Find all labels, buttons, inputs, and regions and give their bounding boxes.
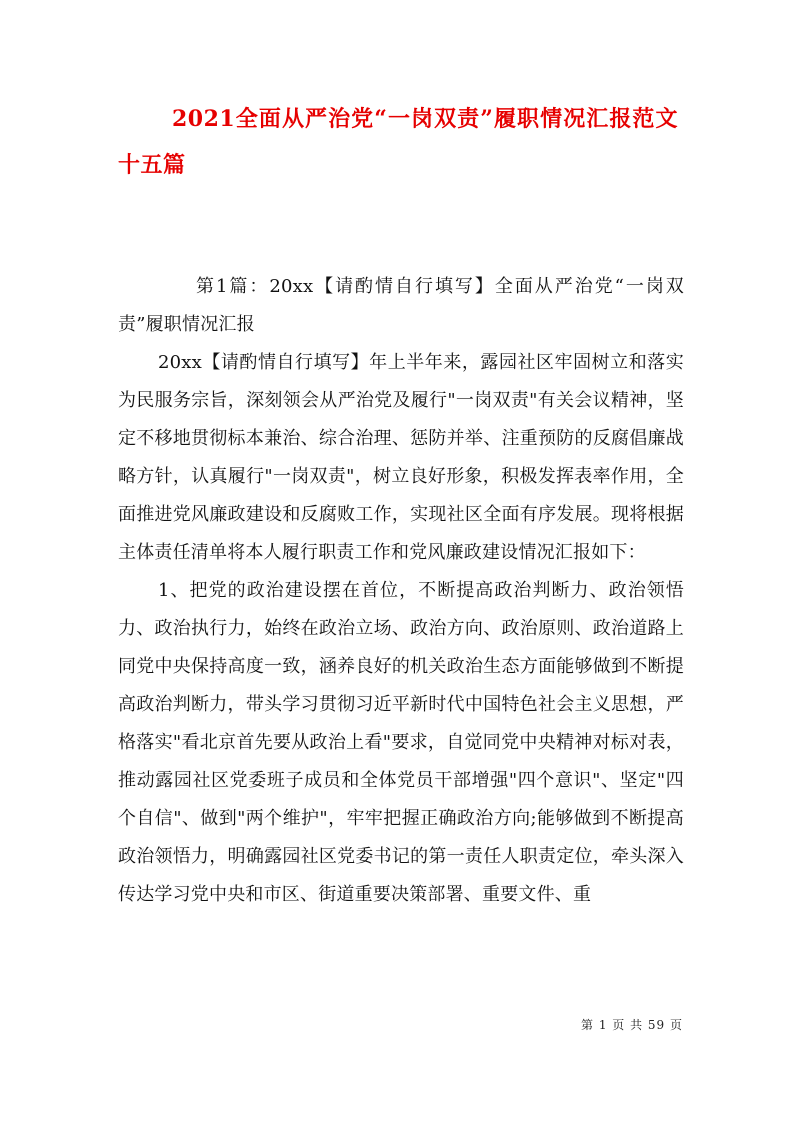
body-paragraph-point-1: 1、把党的政治建设摆在首位，不断提高政治判断力、政治领悟力、政治执行力，始终在政治立场、政治方向、政治原则、政治道路上同党中央保持高度一致，涵养良好的机关政治生态方面能够做到不断提高政治判断力，带头学习贯彻习近平新时代中国特色社会主义思想，严格落实"看北京首先要从政治上看"要求，自觉同党中央精神对标对表，推动露园社区党委班子成员和全体党员干部增强"四个意识"、坚定"四个自信"、做到"两个维护"，牢牢把握正确政治方向;能够做到不断提高政治领悟力，明确露园社区党委书记的第一责任人职责定位，牵头深入传达学习党中央和市区、街道重要决策部署、重要文件、重: [118, 580, 684, 905]
section-heading-paragraph: 第1篇：20xx【请酌情自行填写】全面从严治党“一岗双责”履职情况汇报: [118, 276, 684, 335]
document-body: [118, 268, 684, 914]
page-number-footer: 第 1 页 共 59 页: [581, 1018, 683, 1032]
document-title: 2021全面从严治党“一岗双责”履职情况汇报范文十五篇: [118, 106, 678, 178]
body-paragraph-intro: 20xx【请酌情自行填写】年上半年来，露园社区牢固树立和落实为民服务宗旨，深刻领会从严治党及履行"一岗双责"有关会议精神，坚定不移地贯彻标本兼治、综合治理、惩防并举、注重预防的反腐倡廉战略方针，认真履行"一岗双责"，树立良好形象，积极发挥表率作用，全面推进党风廉政建设和反腐败工作，实现社区全面有序发展。现将根据主体责任清单将本人履行职责工作和党风廉政建设情况汇报如下：: [118, 352, 684, 563]
